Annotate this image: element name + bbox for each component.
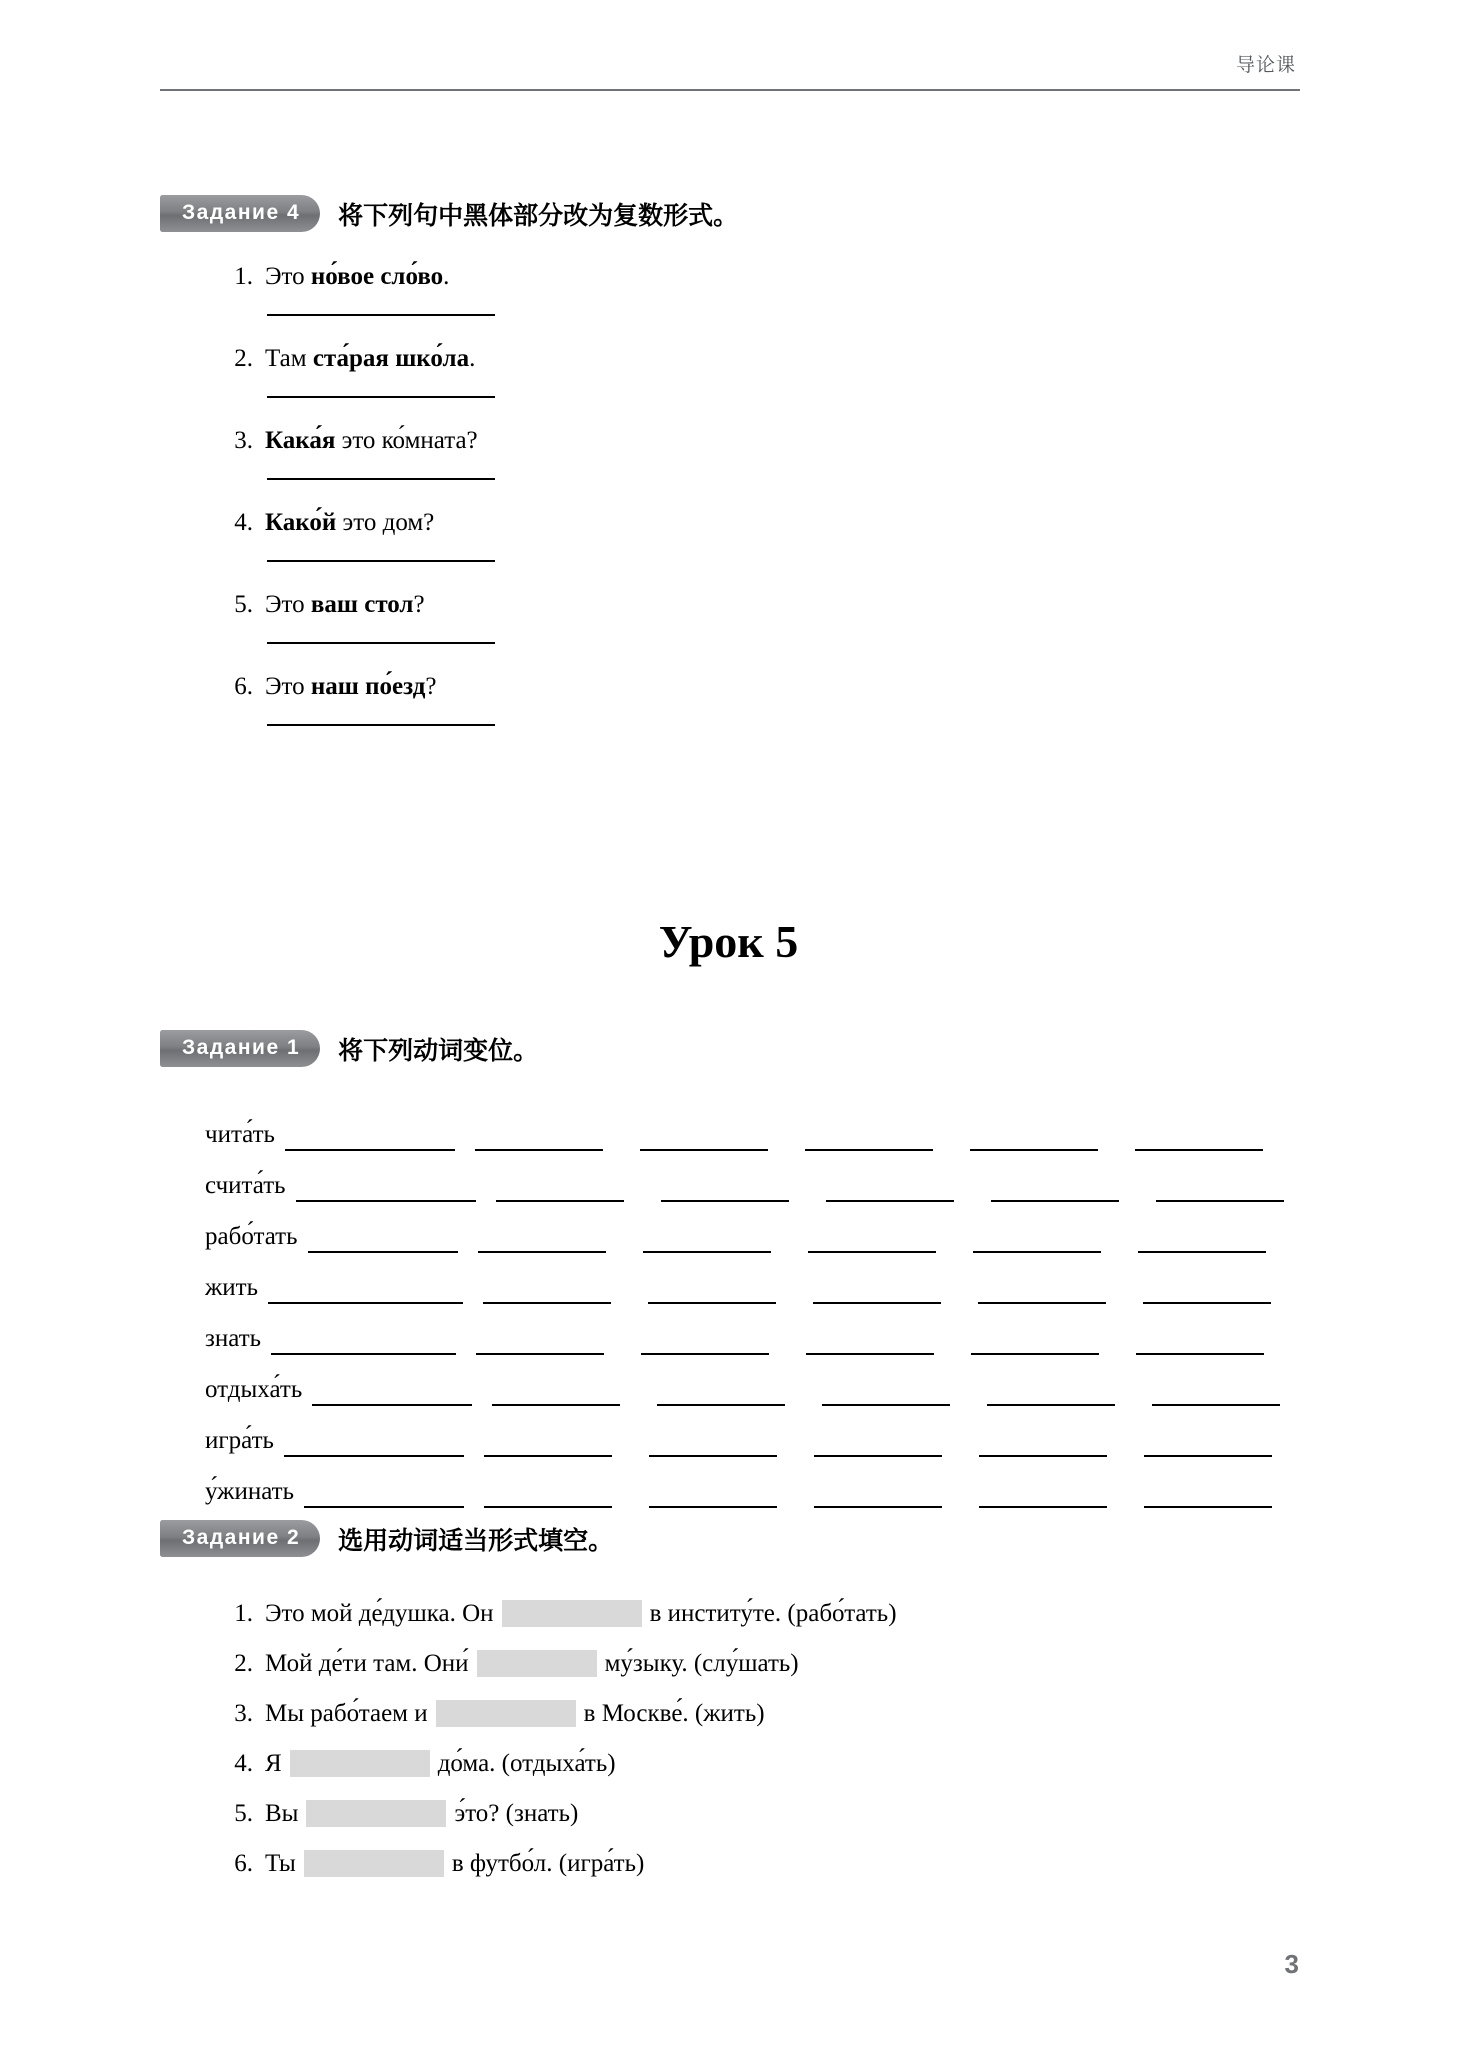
conjugation-cell bbox=[476, 1174, 641, 1202]
conjugation-row bbox=[205, 1304, 1310, 1355]
task-4-item bbox=[215, 508, 1215, 562]
task-2-item-number: 3. bbox=[234, 1700, 253, 1727]
task-2-instruction: 选用动词适当形式填空。 bbox=[338, 1526, 614, 1555]
task-4-item-text: Это наш по́езд? bbox=[265, 673, 437, 700]
task-4-item-number: 6. bbox=[234, 673, 253, 700]
task-2-text-after: в футбо́л. (игра́ть) bbox=[451, 1850, 645, 1877]
conjugation-blank[interactable] bbox=[478, 1225, 606, 1253]
conjugation-cell bbox=[629, 1429, 794, 1457]
conjugation-cell bbox=[794, 1480, 959, 1508]
conjugation-cell bbox=[464, 1429, 629, 1457]
task-4-item-text: Это ваш стол? bbox=[265, 591, 425, 618]
conjugation-cell bbox=[456, 1327, 621, 1355]
conjugation-blank[interactable] bbox=[1144, 1480, 1272, 1508]
conjugation-blank[interactable] bbox=[806, 1327, 934, 1355]
conjugation-cell bbox=[951, 1327, 1116, 1355]
task-2-badge: Задание 2 bbox=[160, 1520, 320, 1557]
task-4-item-number: 4. bbox=[234, 509, 253, 536]
conjugation-cell bbox=[1136, 1174, 1301, 1202]
task-4-answer-line[interactable] bbox=[267, 478, 495, 480]
conjugation-cell bbox=[959, 1480, 1124, 1508]
conjugation-blank[interactable] bbox=[308, 1225, 458, 1253]
conjugation-cell bbox=[455, 1123, 620, 1151]
task-2-text-before: Я bbox=[265, 1750, 282, 1777]
task-2-text-before: Вы bbox=[265, 1800, 299, 1827]
task-4-item bbox=[215, 344, 1215, 398]
task-4-badge: Задание 4 bbox=[160, 195, 320, 232]
task-4-item-number: 2. bbox=[234, 345, 253, 372]
conjugation-blank[interactable] bbox=[1138, 1225, 1266, 1253]
conjugation-verb: чита́ть bbox=[205, 1121, 275, 1148]
task-2-item-number: 6. bbox=[234, 1850, 253, 1877]
task-4-answer-line[interactable] bbox=[267, 642, 495, 644]
task-1-badge: Задание 1 bbox=[160, 1030, 320, 1067]
conjugation-blank[interactable] bbox=[971, 1327, 1099, 1355]
task-2-answer-blank[interactable] bbox=[477, 1650, 597, 1677]
task-2-item-number: 2. bbox=[234, 1650, 253, 1677]
header-divider bbox=[160, 89, 1300, 91]
conjugation-blank[interactable] bbox=[1152, 1378, 1280, 1406]
task-2-text-after: в институ́те. (рабо́тать) bbox=[649, 1600, 897, 1627]
conjugation-blank[interactable] bbox=[476, 1327, 604, 1355]
conjugation-verb: знать bbox=[205, 1325, 262, 1352]
page-number: 3 bbox=[1284, 1949, 1299, 1979]
task-2-text-before: Ты bbox=[265, 1850, 296, 1877]
conjugation-verb: у́жинать bbox=[205, 1478, 294, 1505]
conjugation-blank[interactable] bbox=[1156, 1174, 1284, 1202]
conjugation-blank[interactable] bbox=[649, 1429, 777, 1457]
conjugation-blank[interactable] bbox=[814, 1429, 942, 1457]
conjugation-blank[interactable] bbox=[991, 1174, 1119, 1202]
task-2-item-text bbox=[265, 1700, 765, 1729]
task-2-answer-blank[interactable] bbox=[436, 1700, 576, 1727]
conjugation-blank[interactable] bbox=[814, 1480, 942, 1508]
conjugation-cell bbox=[1118, 1225, 1283, 1253]
conjugation-cell bbox=[786, 1327, 951, 1355]
task-4-item bbox=[215, 426, 1215, 480]
task-2-text-before: Мы рабо́таем и bbox=[265, 1700, 428, 1727]
conjugation-cell bbox=[1115, 1123, 1280, 1151]
lesson-title: Урок 5 bbox=[658, 916, 799, 967]
task-1-heading bbox=[160, 1030, 538, 1067]
conjugation-blank[interactable] bbox=[1143, 1276, 1271, 1304]
conjugation-blank[interactable] bbox=[808, 1225, 936, 1253]
conjugation-cell bbox=[967, 1378, 1132, 1406]
conjugation-blank[interactable] bbox=[271, 1327, 456, 1355]
conjugation-blank[interactable] bbox=[312, 1378, 472, 1406]
conjugation-blank[interactable] bbox=[284, 1429, 464, 1457]
conjugation-blank[interactable] bbox=[661, 1174, 789, 1202]
conjugation-row bbox=[205, 1100, 1310, 1151]
conjugation-blank[interactable] bbox=[657, 1378, 785, 1406]
task-4-item-text: Там ста́рая шко́ла. bbox=[265, 345, 476, 372]
conjugation-cell bbox=[1123, 1276, 1288, 1304]
conjugation-cell bbox=[958, 1276, 1123, 1304]
conjugation-cell bbox=[971, 1174, 1136, 1202]
conjugation-blank[interactable] bbox=[285, 1123, 455, 1151]
conjugation-cell bbox=[1124, 1480, 1289, 1508]
conjugation-cell bbox=[1132, 1378, 1297, 1406]
task-2-item bbox=[215, 1850, 1315, 1900]
conjugation-table bbox=[205, 1100, 1310, 1508]
task-4-item-text: Како́й это дом? bbox=[265, 509, 435, 536]
task-2-item-number: 1. bbox=[234, 1600, 253, 1627]
task-2-heading bbox=[160, 1520, 613, 1557]
task-2-item-text bbox=[265, 1750, 616, 1779]
task-2-text-after: э́то? (знать) bbox=[454, 1800, 579, 1827]
conjugation-verb: игра́ть bbox=[205, 1427, 274, 1454]
task-2-answer-blank[interactable] bbox=[290, 1750, 430, 1777]
task-2-item-number: 4. bbox=[234, 1750, 253, 1777]
conjugation-cell bbox=[463, 1276, 628, 1304]
conjugation-row bbox=[205, 1253, 1310, 1304]
conjugation-cell bbox=[785, 1123, 950, 1151]
task-4-item-number: 3. bbox=[234, 427, 253, 454]
conjugation-blank[interactable] bbox=[1136, 1327, 1264, 1355]
page-header bbox=[160, 50, 1300, 91]
task-2-text-after: му́зыку. (слу́шать) bbox=[604, 1650, 799, 1677]
task-2-item-number: 5. bbox=[234, 1800, 253, 1827]
conjugation-blank[interactable] bbox=[978, 1276, 1106, 1304]
conjugation-row bbox=[205, 1457, 1310, 1508]
conjugation-blank[interactable] bbox=[979, 1480, 1107, 1508]
task-2-item bbox=[215, 1600, 1315, 1650]
conjugation-row bbox=[205, 1202, 1310, 1253]
conjugation-blank[interactable] bbox=[304, 1480, 464, 1508]
task-2-answer-blank[interactable] bbox=[304, 1850, 444, 1877]
conjugation-verb: счита́ть bbox=[205, 1172, 286, 1199]
task-4-item bbox=[215, 672, 1215, 726]
task-2-item-text bbox=[265, 1600, 897, 1629]
conjugation-cell bbox=[637, 1378, 802, 1406]
conjugation-blank[interactable] bbox=[826, 1174, 954, 1202]
task-2-item-text bbox=[265, 1650, 799, 1679]
task-4-answer-line[interactable] bbox=[267, 314, 495, 316]
task-4-answer-line[interactable] bbox=[267, 396, 495, 398]
conjugation-blank[interactable] bbox=[813, 1276, 941, 1304]
conjugation-verb: отдыха́ть bbox=[205, 1376, 303, 1403]
conjugation-cell bbox=[623, 1225, 788, 1253]
conjugation-verb: рабо́тать bbox=[205, 1223, 298, 1250]
conjugation-cell bbox=[472, 1378, 637, 1406]
conjugation-row bbox=[205, 1355, 1310, 1406]
task-4-item-text: Это но́вое сло́во. bbox=[265, 263, 450, 290]
task-2-answer-blank[interactable] bbox=[306, 1800, 446, 1827]
conjugation-blank[interactable] bbox=[492, 1378, 620, 1406]
conjugation-blank[interactable] bbox=[1144, 1429, 1272, 1457]
task-2-item bbox=[215, 1750, 1315, 1800]
conjugation-blank[interactable] bbox=[805, 1123, 933, 1151]
conjugation-blank[interactable] bbox=[496, 1174, 624, 1202]
running-header-title: 导论课 bbox=[1235, 55, 1296, 76]
task-2-answer-blank[interactable] bbox=[502, 1600, 642, 1627]
task-4-instruction: 将下列句中黑体部分改为复数形式。 bbox=[338, 201, 739, 230]
conjugation-verb: жить bbox=[205, 1274, 258, 1301]
conjugation-cell bbox=[950, 1123, 1115, 1151]
task-4-item-number: 5. bbox=[234, 591, 253, 618]
conjugation-cell bbox=[458, 1225, 623, 1253]
conjugation-cell bbox=[1116, 1327, 1281, 1355]
task-4-answer-line[interactable] bbox=[267, 724, 495, 726]
conjugation-blank[interactable] bbox=[483, 1276, 611, 1304]
conjugation-blank[interactable] bbox=[296, 1174, 476, 1202]
task-4-question-list bbox=[215, 262, 1215, 726]
conjugation-row bbox=[205, 1406, 1310, 1457]
task-4-item bbox=[215, 590, 1215, 644]
task-2-question-list bbox=[215, 1600, 1315, 1900]
conjugation-cell bbox=[953, 1225, 1118, 1253]
conjugation-blank[interactable] bbox=[640, 1123, 768, 1151]
conjugation-blank[interactable] bbox=[268, 1276, 463, 1304]
conjugation-blank[interactable] bbox=[649, 1480, 777, 1508]
conjugation-cell bbox=[793, 1276, 958, 1304]
task-4-item-number: 1. bbox=[234, 263, 253, 290]
conjugation-blank[interactable] bbox=[648, 1276, 776, 1304]
task-2-text-before: Это мой де́душка. Он bbox=[265, 1600, 494, 1627]
conjugation-blank[interactable] bbox=[484, 1429, 612, 1457]
task-2-text-after: до́ма. (отдыха́ть) bbox=[437, 1750, 616, 1777]
conjugation-blank[interactable] bbox=[987, 1378, 1115, 1406]
task-2-text-before: Мой де́ти там. Они́ bbox=[265, 1650, 469, 1677]
conjugation-cell bbox=[959, 1429, 1124, 1457]
conjugation-blank[interactable] bbox=[970, 1123, 1098, 1151]
task-4-answer-line[interactable] bbox=[267, 560, 495, 562]
conjugation-blank[interactable] bbox=[641, 1327, 769, 1355]
conjugation-row bbox=[205, 1151, 1310, 1202]
conjugation-blank[interactable] bbox=[979, 1429, 1107, 1457]
task-2-item bbox=[215, 1700, 1315, 1750]
conjugation-cell bbox=[641, 1174, 806, 1202]
task-2-text-after: в Москве́. (жить) bbox=[583, 1700, 765, 1727]
conjugation-cell bbox=[628, 1276, 793, 1304]
conjugation-cell bbox=[802, 1378, 967, 1406]
conjugation-blank[interactable] bbox=[1135, 1123, 1263, 1151]
task-4-heading bbox=[160, 195, 738, 232]
conjugation-blank[interactable] bbox=[475, 1123, 603, 1151]
conjugation-cell bbox=[794, 1429, 959, 1457]
task-4-item-text: Кака́я это ко́мната? bbox=[265, 427, 478, 454]
conjugation-blank[interactable] bbox=[822, 1378, 950, 1406]
conjugation-cell bbox=[806, 1174, 971, 1202]
conjugation-cell bbox=[620, 1123, 785, 1151]
task-2-item bbox=[215, 1800, 1315, 1850]
task-2-item-text bbox=[265, 1800, 578, 1829]
task-2-item-text bbox=[265, 1850, 644, 1879]
conjugation-blank[interactable] bbox=[643, 1225, 771, 1253]
task-2-item bbox=[215, 1650, 1315, 1700]
conjugation-cell bbox=[788, 1225, 953, 1253]
conjugation-blank[interactable] bbox=[973, 1225, 1101, 1253]
conjugation-cell bbox=[629, 1480, 794, 1508]
conjugation-blank[interactable] bbox=[484, 1480, 612, 1508]
task-1-instruction: 将下列动词变位。 bbox=[338, 1036, 539, 1065]
task-4-item bbox=[215, 262, 1215, 316]
conjugation-cell bbox=[1124, 1429, 1289, 1457]
conjugation-cell bbox=[464, 1480, 629, 1508]
conjugation-cell bbox=[621, 1327, 786, 1355]
